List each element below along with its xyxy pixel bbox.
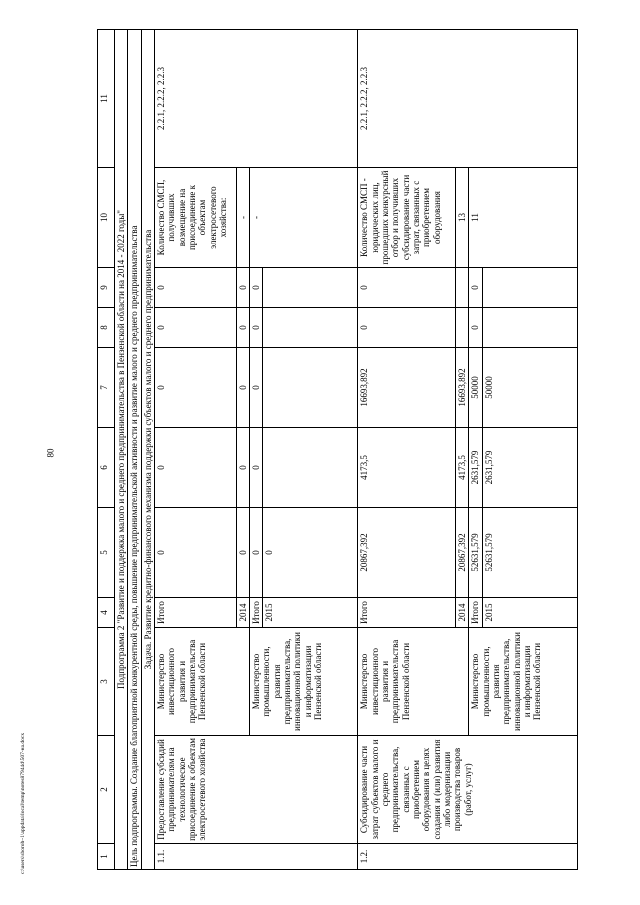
period-label: Итого bbox=[358, 598, 456, 628]
value-cell: 0 bbox=[236, 268, 249, 308]
year-label: 2014 bbox=[236, 598, 249, 628]
indicator-value: 11 bbox=[469, 168, 577, 268]
value-cell bbox=[263, 308, 358, 348]
subprogram-title: Подпрограмма 2 "Развитие и поддержка малого и среднего предпринимательства в Пензенской области на 2014 - 2022 годы" bbox=[115, 30, 128, 870]
table-row bbox=[358, 30, 456, 870]
value-cell: 16693,892 bbox=[358, 348, 456, 428]
value-cell bbox=[482, 308, 577, 348]
col-10: 10 bbox=[98, 168, 115, 268]
value-cell: 0 bbox=[236, 308, 249, 348]
col-7: 7 bbox=[98, 348, 115, 428]
col-11: 11 bbox=[98, 30, 115, 168]
goal-title: Цель подпрограммы. Создание благоприятной конкурентной среды, повышение предпринимательской активности и развитие малого и среднего предпринимательства bbox=[128, 30, 141, 870]
col-6: 6 bbox=[98, 428, 115, 508]
code-cell: 2.2.1, 2.2.2, 2.2.3 bbox=[155, 30, 358, 168]
value-cell: 0 bbox=[236, 508, 249, 598]
value-cell: 0 bbox=[250, 428, 263, 508]
indicator-value: - bbox=[250, 168, 358, 268]
executor: Министерство промышленности, развития предпринимательства, инновационной политики и информатизации Пензенской области bbox=[250, 628, 358, 736]
executor: Министерство инвестиционного развития и предпринимательства Пензенской области bbox=[358, 628, 469, 736]
col-1: 1 bbox=[98, 844, 115, 870]
period-label: Итого bbox=[469, 598, 482, 628]
period-label: Итого bbox=[155, 598, 237, 628]
value-cell bbox=[456, 268, 469, 308]
task-title: Задача. Развитие кредитно-финансового механизма поддержки субъектов малого и среднего предпринимательства bbox=[141, 30, 154, 870]
value-cell: 0 bbox=[236, 348, 249, 428]
col-2: 2 bbox=[98, 736, 115, 844]
value-cell bbox=[456, 308, 469, 348]
measure-name: Предоставление субсидий предпринимателям на технологическое присоединение к объектам электросетевого хозяйства bbox=[155, 736, 358, 844]
value-cell: 2631,579 bbox=[482, 428, 577, 508]
value-cell bbox=[263, 268, 358, 308]
value-cell bbox=[263, 348, 358, 428]
value-cell: 50000 bbox=[482, 348, 577, 428]
year-label: 2015 bbox=[263, 598, 358, 628]
value-cell: 52631,579 bbox=[482, 508, 577, 598]
value-cell bbox=[482, 268, 577, 308]
column-number-row bbox=[98, 30, 115, 870]
value-cell: 0 bbox=[155, 508, 237, 598]
code-cell: 2.2.1, 2.2.2, 2.2.3 bbox=[358, 30, 577, 168]
executor: Министерство инвестиционного развития и предпринимательства Пензенской области bbox=[155, 628, 250, 736]
value-cell: 0 bbox=[469, 308, 482, 348]
col-3: 3 bbox=[98, 628, 115, 736]
rotated-page bbox=[97, 30, 577, 870]
file-path-footer: c:\users\sboroh~1\appdata\local\temp\notes87944d\507-на.docx bbox=[20, 732, 26, 874]
col-4: 4 bbox=[98, 598, 115, 628]
value-cell: 0 bbox=[358, 308, 456, 348]
row-number: 1.1. bbox=[155, 844, 358, 870]
page-number: 80 bbox=[45, 448, 56, 458]
measure-name: Субсидирование части затрат субъектов малого и среднего предпринимательства, связанных с приобретением оборудования в целях создания и (или) развития либо модернизации производства товаров (работ, услуг) bbox=[358, 736, 577, 844]
value-cell: 0 bbox=[263, 508, 358, 598]
value-cell bbox=[263, 428, 358, 508]
value-cell: 4173,5 bbox=[456, 428, 469, 508]
col-5: 5 bbox=[98, 508, 115, 598]
indicator-text: Количество СМСП - юридических лиц, прошедших конкурсный отбор и получивших субсидирование части затрат, связанных с приобретением оборудования bbox=[358, 168, 456, 268]
value-cell: 0 bbox=[250, 348, 263, 428]
table-row bbox=[155, 30, 237, 870]
value-cell: 52631,579 bbox=[469, 508, 482, 598]
executor: Министерство промышленности, развития предпринимательства, инновационной политики и информатизации Пензенской области bbox=[469, 628, 577, 736]
indicator-value: - bbox=[236, 168, 249, 268]
value-cell: 20867,392 bbox=[456, 508, 469, 598]
program-table bbox=[97, 29, 578, 870]
period-label: Итого bbox=[250, 598, 263, 628]
value-cell: 0 bbox=[236, 428, 249, 508]
value-cell: 16693,892 bbox=[456, 348, 469, 428]
value-cell: 0 bbox=[250, 268, 263, 308]
year-label: 2015 bbox=[482, 598, 577, 628]
value-cell: 20867,392 bbox=[358, 508, 456, 598]
value-cell: 0 bbox=[469, 268, 482, 308]
value-cell: 0 bbox=[358, 268, 456, 308]
col-8: 8 bbox=[98, 308, 115, 348]
value-cell: 4173,5 bbox=[358, 428, 456, 508]
row-number: 1.2. bbox=[358, 844, 577, 870]
value-cell: 50000 bbox=[469, 348, 482, 428]
year-label: 2014 bbox=[456, 598, 469, 628]
col-9: 9 bbox=[98, 268, 115, 308]
indicator-value: 13 bbox=[456, 168, 469, 268]
value-cell: 0 bbox=[155, 268, 237, 308]
value-cell: 0 bbox=[155, 428, 237, 508]
value-cell: 0 bbox=[250, 308, 263, 348]
value-cell: 0 bbox=[155, 308, 237, 348]
value-cell: 0 bbox=[155, 348, 237, 428]
value-cell: 2631,579 bbox=[469, 428, 482, 508]
value-cell: 0 bbox=[250, 508, 263, 598]
indicator-text: Количество СМСП, получивших возмещение на присоединение к объектам электросетевого хозяйства: bbox=[155, 168, 237, 268]
